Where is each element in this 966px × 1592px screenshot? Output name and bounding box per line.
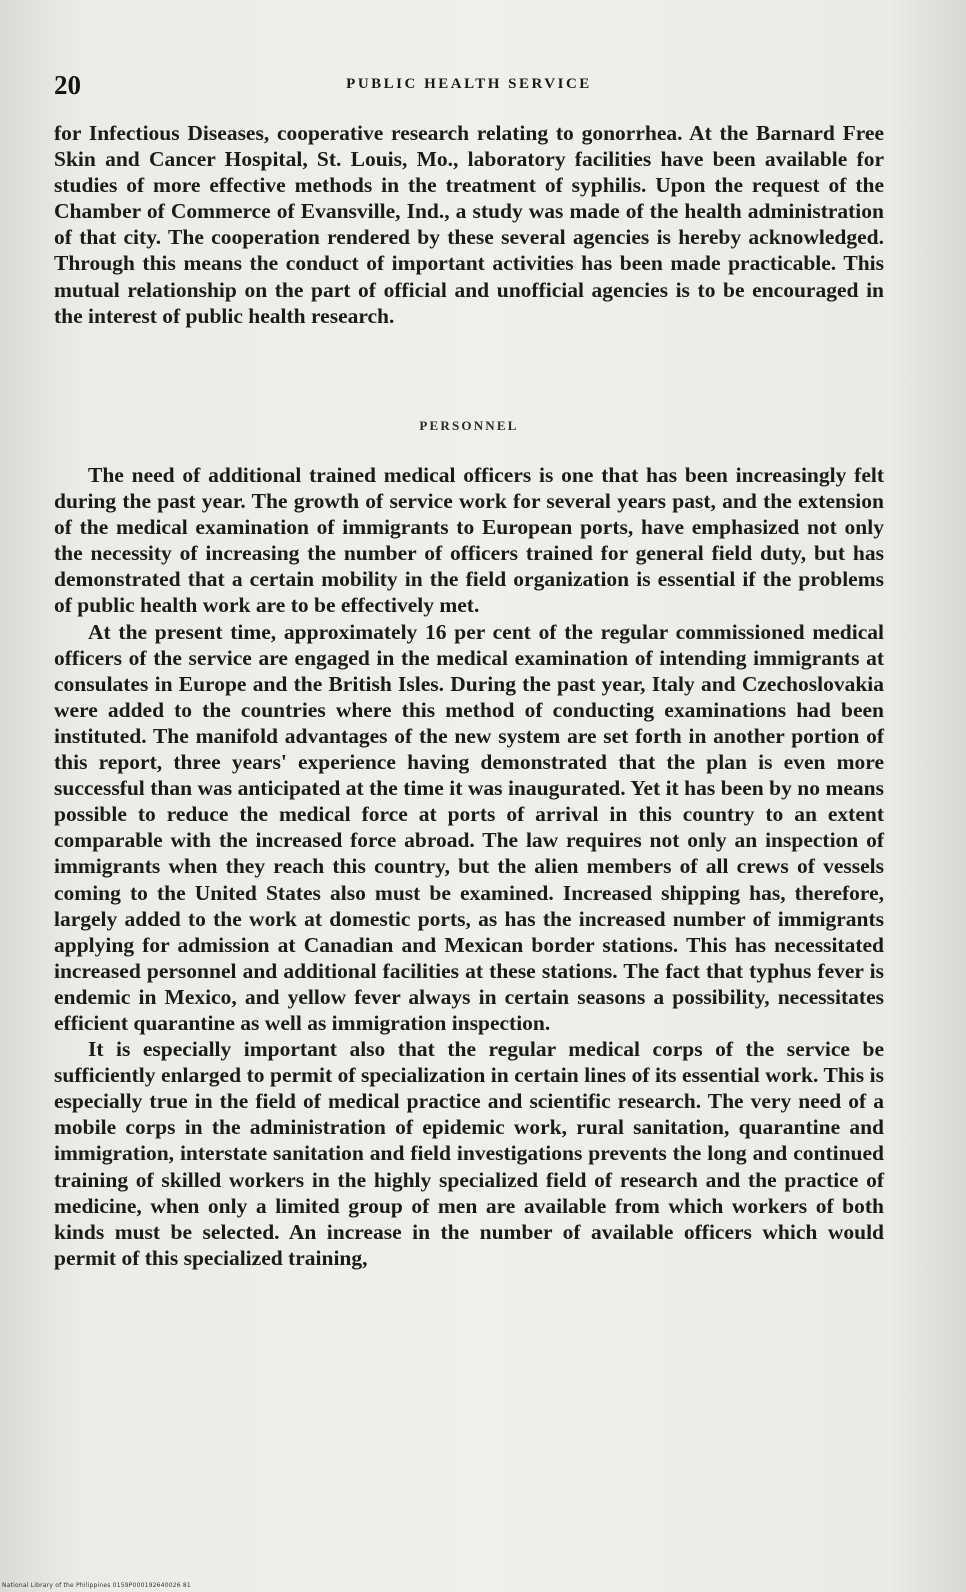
intro-paragraph: for Infectious Diseases, cooperative research relating to gonorrhea. At the Barnard Free Skin and Cancer Hospital, St. Louis, Mo., laboratory facilities have been available for studies of more effective methods in the treatment of syphilis. Upon the request of the Chamber of Commerce of Evansville, Ind., a study was made of the health administration of that city. The cooperation rendered by these several agencies is hereby acknowledged. Through this means the conduct of important activities has been made practicable. This mutual relationship on the part of official and unofficial agencies is to be encouraged in the interest of public health research. xyxy=(54,121,884,328)
running-head: PUBLIC HEALTH SERVICE xyxy=(346,76,592,92)
page-header xyxy=(54,70,884,104)
body-paragraph: It is especially important also that the regular medical corps of the service be sufficiently enlarged to permit of specialization in certain lines of its essential work. This is especially true in the field of medical practice and scientific research. The very need of a mobile corps in the administration of epidemic work, rural sanitation, quarantine and immigration, interstate sanitation and field investigations prevents the long and continued training of skilled workers in the highly specialized field of research and the practice of medicine, when only a limited group of men are available from which workers of both kinds must be selected. An increase in the number of available officers which would permit of this specialized training, xyxy=(54,1037,884,1270)
body-paragraph: At the present time, approximately 16 per cent of the regular commissioned medical officers of the service are engaged in the medical examination of intending immigrants at consulates in Europe and the British Isles. During the past year, Italy and Czechoslovakia were added to the countries where this method of conducting examinations had been instituted. The manifold advantages of the new system are set forth in another portion of this report, three years' experience having demonstrated that the plan is even more successful than was anticipated at the time it was inaugurated. Yet it has been by no means possible to reduce the medical force at ports of arrival in this country to an extent comparable with the increased force abroad. The law requires not only an inspection of immigrants when they reach this country, but the alien members of all crews of vessels coming to the United States also must be examined. Increased shipping has, therefore, largely added to the work at domestic ports, as has the increased number of immigrants applying for admission at Canadian and Mexican border stations. This has necessitated increased personnel and additional facilities at these stations. The fact that typhus fever is endemic in Mexico, and yellow fever always in certain seasons a possibility, necessitates efficient quarantine as well as immigration inspection. xyxy=(54,619,884,1035)
section-heading: PERSONNEL xyxy=(419,418,519,433)
intro-block xyxy=(54,120,884,329)
body-paragraph: The need of additional trained medical officers is one that has been increasingly felt during the past year. The growth of service work for several years past, and the extension of the medical examination of immigrants to European ports, have emphasized not only the necessity of increasing the number of officers trained for general field duty, but has demonstrated that a certain mobility in the field organization is essential if the problems of public health work are to be effectively met. xyxy=(54,463,884,618)
page-number: 20 xyxy=(54,70,81,100)
personnel-section xyxy=(54,462,884,1271)
scan-footer: National Library of the Philippines 0159P000192640026 81 xyxy=(2,1582,191,1589)
